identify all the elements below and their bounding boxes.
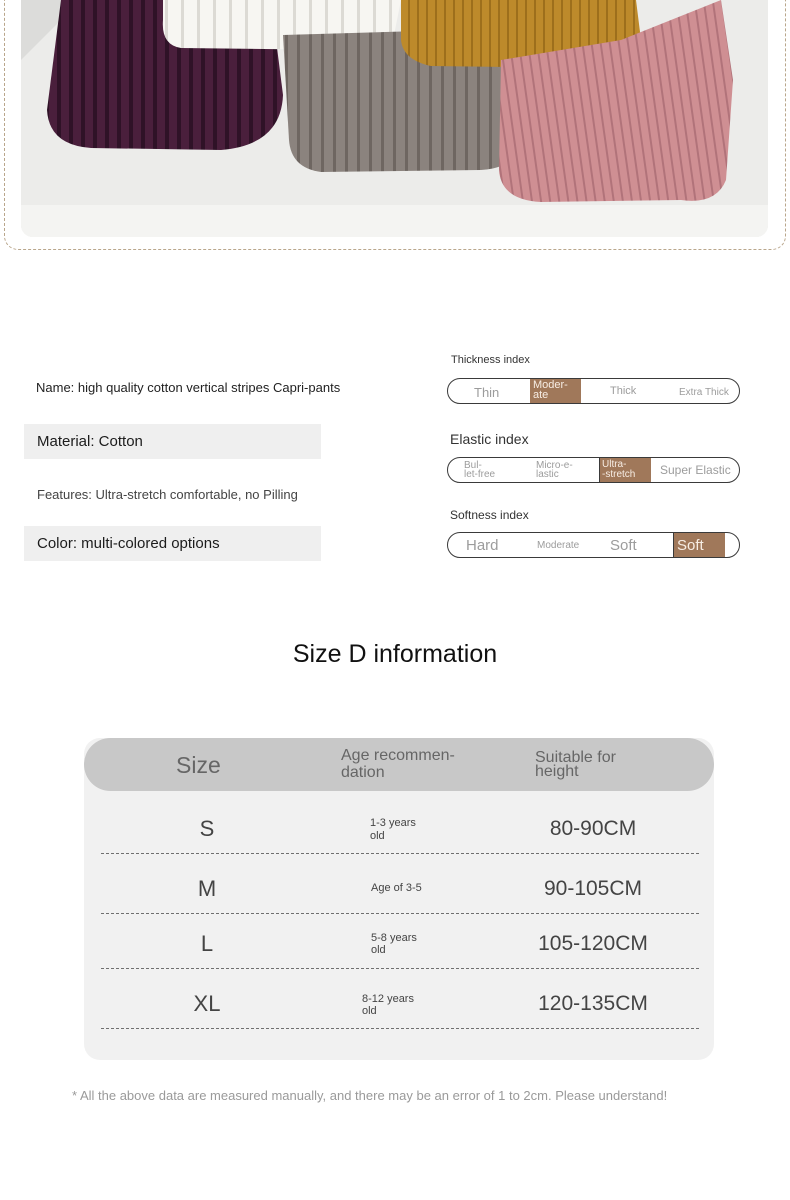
thickness-index-title: Thickness index bbox=[451, 354, 530, 366]
softness-option-soft-selected: Soft bbox=[674, 533, 725, 557]
color-label: Color: multi-colored options bbox=[24, 526, 321, 561]
header-age-line1: Age recommen- bbox=[341, 747, 455, 764]
age-cell-line1: 8-12 years bbox=[362, 993, 414, 1005]
elastic-option-bullet-free: Bul- let-free bbox=[464, 460, 496, 480]
header-height-line2: height bbox=[535, 763, 579, 780]
size-cell: M bbox=[197, 876, 217, 901]
row-divider bbox=[101, 853, 699, 854]
material-label: Material: Cotton bbox=[24, 424, 321, 459]
row-divider bbox=[101, 968, 699, 969]
softness-index-title: Softness index bbox=[450, 508, 529, 522]
elastic-option-ultra-stretch-selected: Ultra- -stretch bbox=[600, 458, 651, 482]
age-cell-line2: old bbox=[371, 944, 386, 956]
age-cell-line1: 1-3 years bbox=[370, 817, 416, 829]
header-height-line1: Suitable for bbox=[535, 749, 616, 766]
softness-option-hard: Hard bbox=[466, 537, 499, 554]
age-cell-line1: 5-8 years bbox=[371, 932, 417, 944]
height-cell: 105-120CM bbox=[538, 932, 648, 955]
header-size: Size bbox=[176, 752, 221, 778]
height-cell: 90-105CM bbox=[543, 877, 643, 900]
size-cell: S bbox=[199, 816, 215, 841]
elastic-option-super-elastic: Super Elastic bbox=[660, 463, 731, 477]
softness-scale bbox=[447, 532, 740, 558]
softness-option-moderate: Moderate bbox=[537, 540, 580, 551]
age-cell-line1: Age of 3-5 bbox=[371, 882, 422, 894]
thickness-option-moderate-selected: Moder- ate bbox=[530, 379, 581, 403]
row-divider bbox=[101, 1028, 699, 1029]
features-label: Features: Ultra-stretch comfortable, no Pilling bbox=[37, 487, 298, 502]
product-photo bbox=[21, 0, 768, 237]
socks-illustration bbox=[21, 0, 768, 237]
height-cell: 120-135CM bbox=[538, 992, 648, 1015]
size-table-title: Size D information bbox=[292, 640, 498, 668]
measurement-footnote: * All the above data are measured manually, and there may be an error of 1 to 2cm. Please understand! bbox=[72, 1088, 668, 1103]
height-cell: 80-90CM bbox=[549, 817, 637, 840]
softness-option-soft: Soft bbox=[610, 537, 637, 554]
age-cell-line2: old bbox=[370, 830, 385, 842]
elastic-index-title: Elastic index bbox=[450, 431, 529, 447]
elastic-option-micro-elastic: Micro-e- lastic bbox=[536, 460, 573, 480]
product-name: Name: high quality cotton vertical stripes Capri-pants bbox=[36, 380, 341, 395]
elastic-scale bbox=[447, 457, 740, 483]
header-age-line2: dation bbox=[341, 764, 385, 781]
size-cell: XL bbox=[193, 991, 221, 1016]
thickness-option-thick: Thick bbox=[610, 385, 637, 397]
size-cell: L bbox=[200, 931, 214, 956]
row-divider bbox=[101, 913, 699, 914]
thickness-option-thin: Thin bbox=[474, 385, 500, 400]
thickness-option-extra-thick: Extra Thick bbox=[679, 387, 729, 398]
thickness-scale bbox=[447, 378, 740, 404]
age-cell-line2: old bbox=[362, 1005, 377, 1017]
